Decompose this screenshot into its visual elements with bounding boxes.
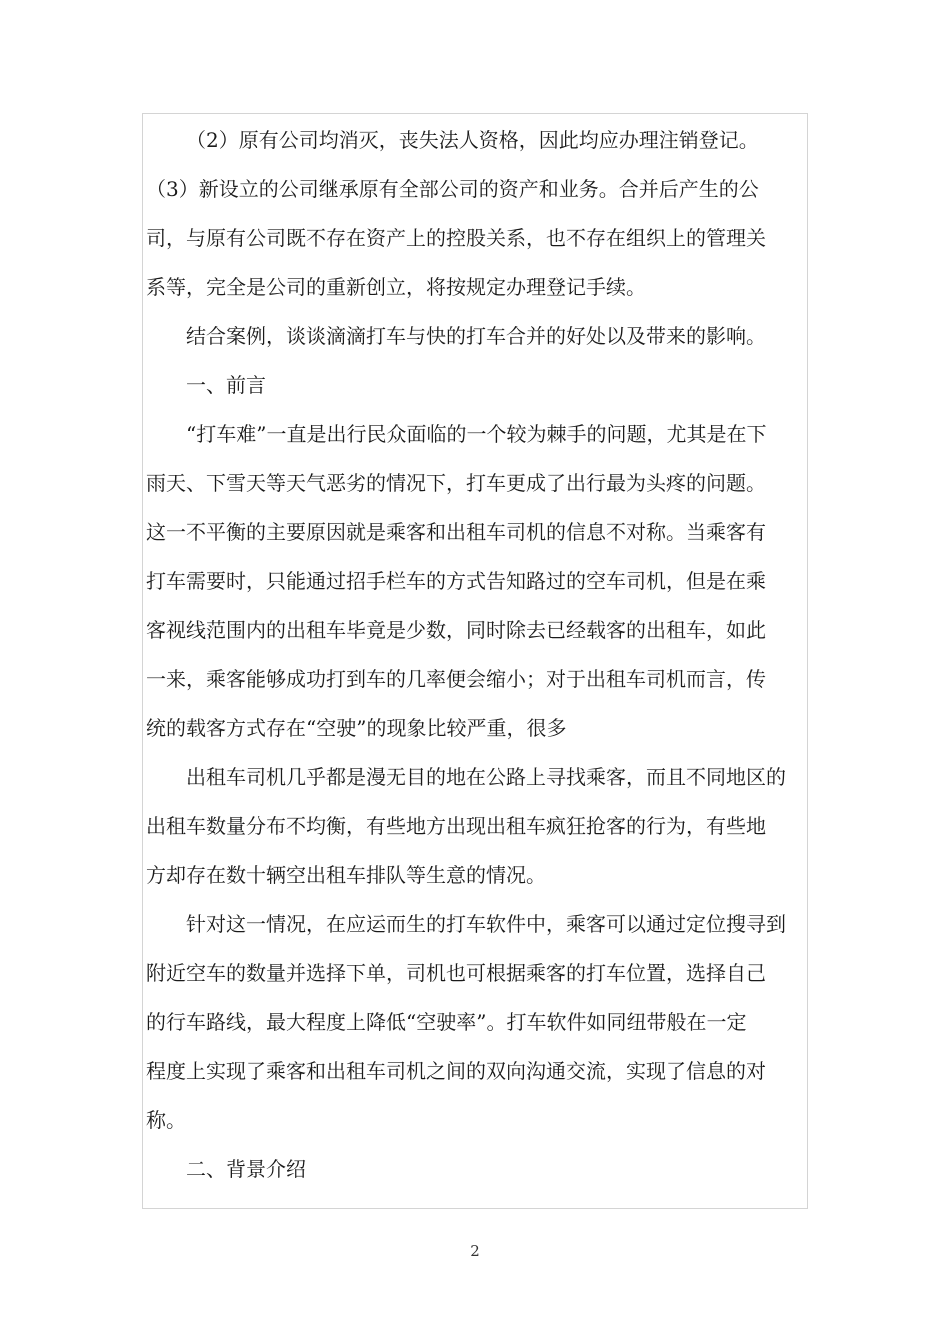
page-number: 2 xyxy=(470,1242,480,1260)
text-line: 统的载客方式存在“空驶”的现象比较严重，很多 xyxy=(146,716,567,740)
text-line: 打车需要时，只能通过招手栏车的方式告知路过的空车司机，但是在乘 xyxy=(146,569,766,593)
text-line: 出租车司机几乎都是漫无目的地在公路上寻找乘客，而且不同地区的 xyxy=(186,765,786,789)
text-line: 结合案例，谈谈滴滴打车与快的打车合并的好处以及带来的影响。 xyxy=(186,324,766,348)
text-line: 司，与原有公司既不存在资产上的控股关系，也不存在组织上的管理关 xyxy=(146,226,766,250)
text-line: “打车难”一直是出行民众面临的一个较为棘手的问题，尤其是在下 xyxy=(186,422,767,446)
text-line: 一来，乘客能够成功打到车的几率便会缩小；对于出租车司机而言，传 xyxy=(146,667,766,691)
text-line: 附近空车的数量并选择下单，司机也可根据乘客的打车位置，选择自己 xyxy=(146,961,766,985)
text-line: 称。 xyxy=(146,1108,186,1132)
text-line: 这一不平衡的主要原因就是乘客和出租车司机的信息不对称。当乘客有 xyxy=(146,520,766,544)
text-line: 二、背景介绍 xyxy=(186,1157,306,1181)
text-line: 系等，完全是公司的重新创立，将按规定办理登记手续。 xyxy=(146,275,646,299)
text-line: 方却存在数十辆空出租车排队等生意的情况。 xyxy=(146,863,546,887)
text-line: 针对这一情况，在应运而生的打车软件中，乘客可以通过定位搜寻到 xyxy=(186,912,786,936)
document-body xyxy=(146,116,806,1194)
text-line: 的行车路线，最大程度上降低“空驶率”。打车软件如同纽带般在一定 xyxy=(146,1010,747,1034)
text-line: 出租车数量分布不均衡，有些地方出现出租车疯狂抢客的行为，有些地 xyxy=(146,814,766,838)
text-line: 程度上实现了乘客和出租车司机之间的双向沟通交流，实现了信息的对 xyxy=(146,1059,766,1083)
text-line: （2）原有公司均消灭，丧失法人资格，因此均应办理注销登记。 xyxy=(186,128,759,152)
text-line: 雨天、下雪天等天气恶劣的情况下，打车更成了出行最为头疼的问题。 xyxy=(146,471,766,495)
text-line: 一、前言 xyxy=(186,373,266,397)
text-line: （3）新设立的公司继承原有全部公司的资产和业务。合并后产生的公 xyxy=(146,177,759,201)
text-line: 客视线范围内的出租车毕竟是少数，同时除去已经载客的出租车，如此 xyxy=(146,618,766,642)
